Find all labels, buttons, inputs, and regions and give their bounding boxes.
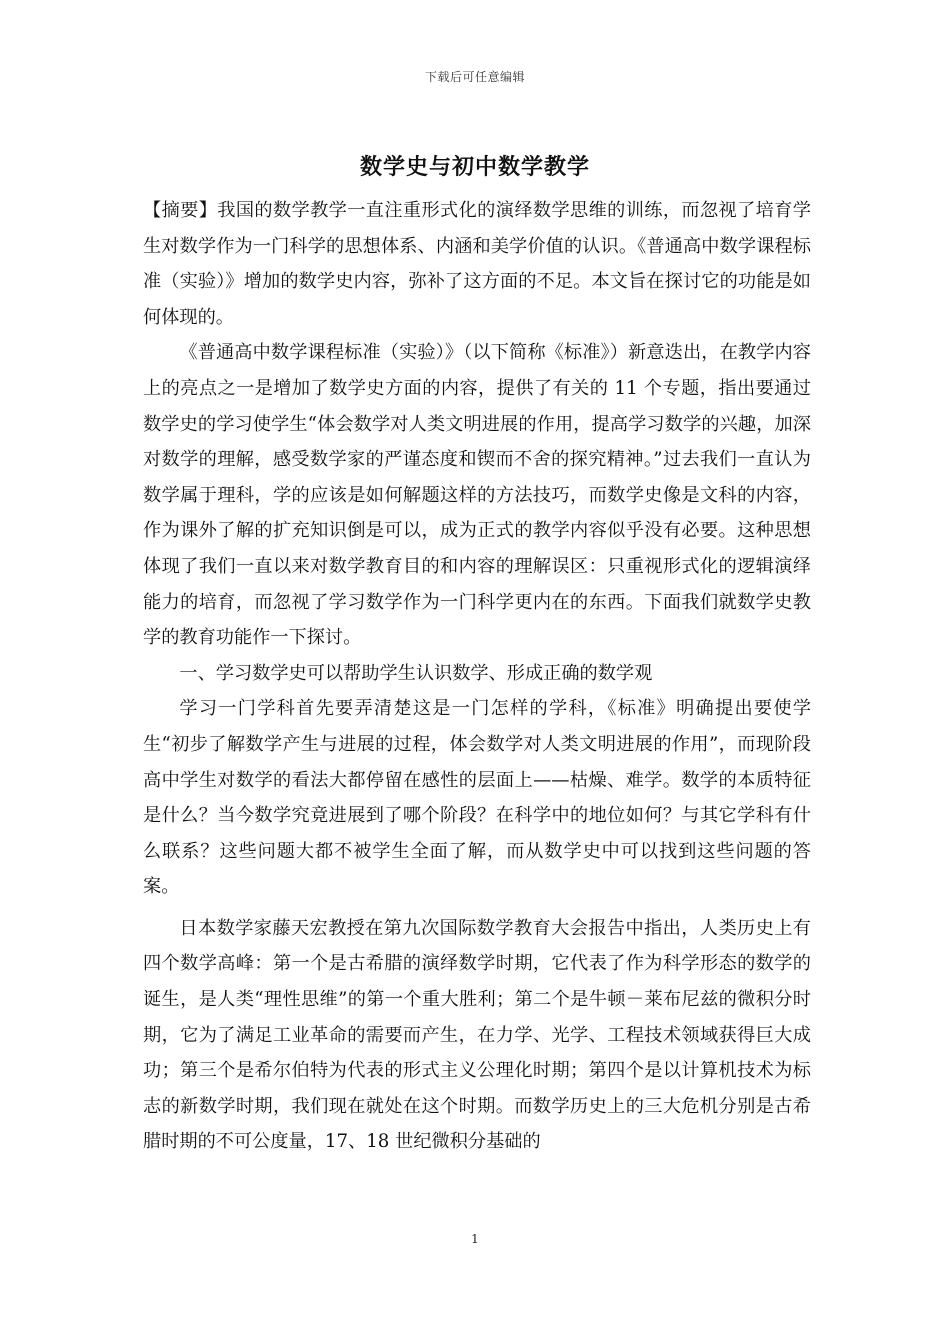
section-heading-1: 一、学习数学史可以帮助学生认识数学、形成正确的数学观 (179, 662, 653, 684)
document-body (143, 193, 811, 1160)
page-title: 数学史与初中数学教学 (359, 155, 590, 180)
abstract-paragraph: 【摘要】我国的数学教学一直注重形式化的演绎数学思维的训练，而忽视了培育学生对数学作为一门科学的思想体系、内涵和美学价值的认识。《普通高中数学课程标准（实验）》增加的数学史内容，弥补了这方面的不足。本文旨在探讨它的功能是如何体现的。 (143, 200, 811, 328)
page-number: 1 (471, 1232, 479, 1246)
header-note: 下载后可任意编辑 (424, 70, 525, 84)
body-paragraph-2: 学习一门学科首先要弄清楚这是一门怎样的学科，《标准》明确提出要使学生“初步了解数学产生与进展的过程，体会数学对人类文明进展的作用”，而现阶段高中学生对数学的看法大都停留在感性的层面上——枯燥、难学。数学的本质特征是什么？当今数学究竟进展到了哪个阶段？在科学中的地位如何？与其它学科有什么联系？这些问题大都不被学生全面了解，而从数学史中可以找到这些问题的答案。 (143, 698, 811, 898)
body-paragraph-3: 日本数学家藤天宏教授在第九次国际数学教育大会报告中指出，人类历史上有四个数学高峰：第一个是古希腊的演绎数学时期，它代表了作为科学形态的数学的诞生，是人类“理性思维”的第一个重大胜利；第二个是牛顿－莱布尼兹的微积分时期，它为了满足工业革命的需要而产生，在力学、光学、工程技术领域获得巨大成功；第三个是希尔伯特为代表的形式主义公理化时期；第四个是以计算机技术为标志的新数学时期，我们现在就处在这个时期。而数学历史上的三大危机分别是古希腊时期的不可公度量，17、18 世纪微积分基础的 (143, 917, 811, 1153)
body-paragraph-1: 《普通高中数学课程标准（实验）》（以下简称《标准》）新意迭出，在教学内容上的亮点之一是增加了数学史方面的内容，提供了有关的 11 个专题，指出要通过数学史的学习使学生“体会数学对人类文明进展的作用，提高学习数学的兴趣，加深对数学的理解，感受数学家的严谨态度和锲而不舍的探究精神。”过去我们一直认为数学属于理科，学的应该是如何解题这样的方法技巧，而数学史像是文科的内容，作为课外了解的扩充知识倒是可以，成为正式的教学内容似乎没有必要。这种思想体现了我们一直以来对数学教育目的和内容的理解误区：只重视形式化的逻辑演绎能力的培育，而忽视了学习数学作为一门科学更内在的东西。下面我们就数学史教学的教育功能作一下探讨。 (143, 342, 811, 649)
